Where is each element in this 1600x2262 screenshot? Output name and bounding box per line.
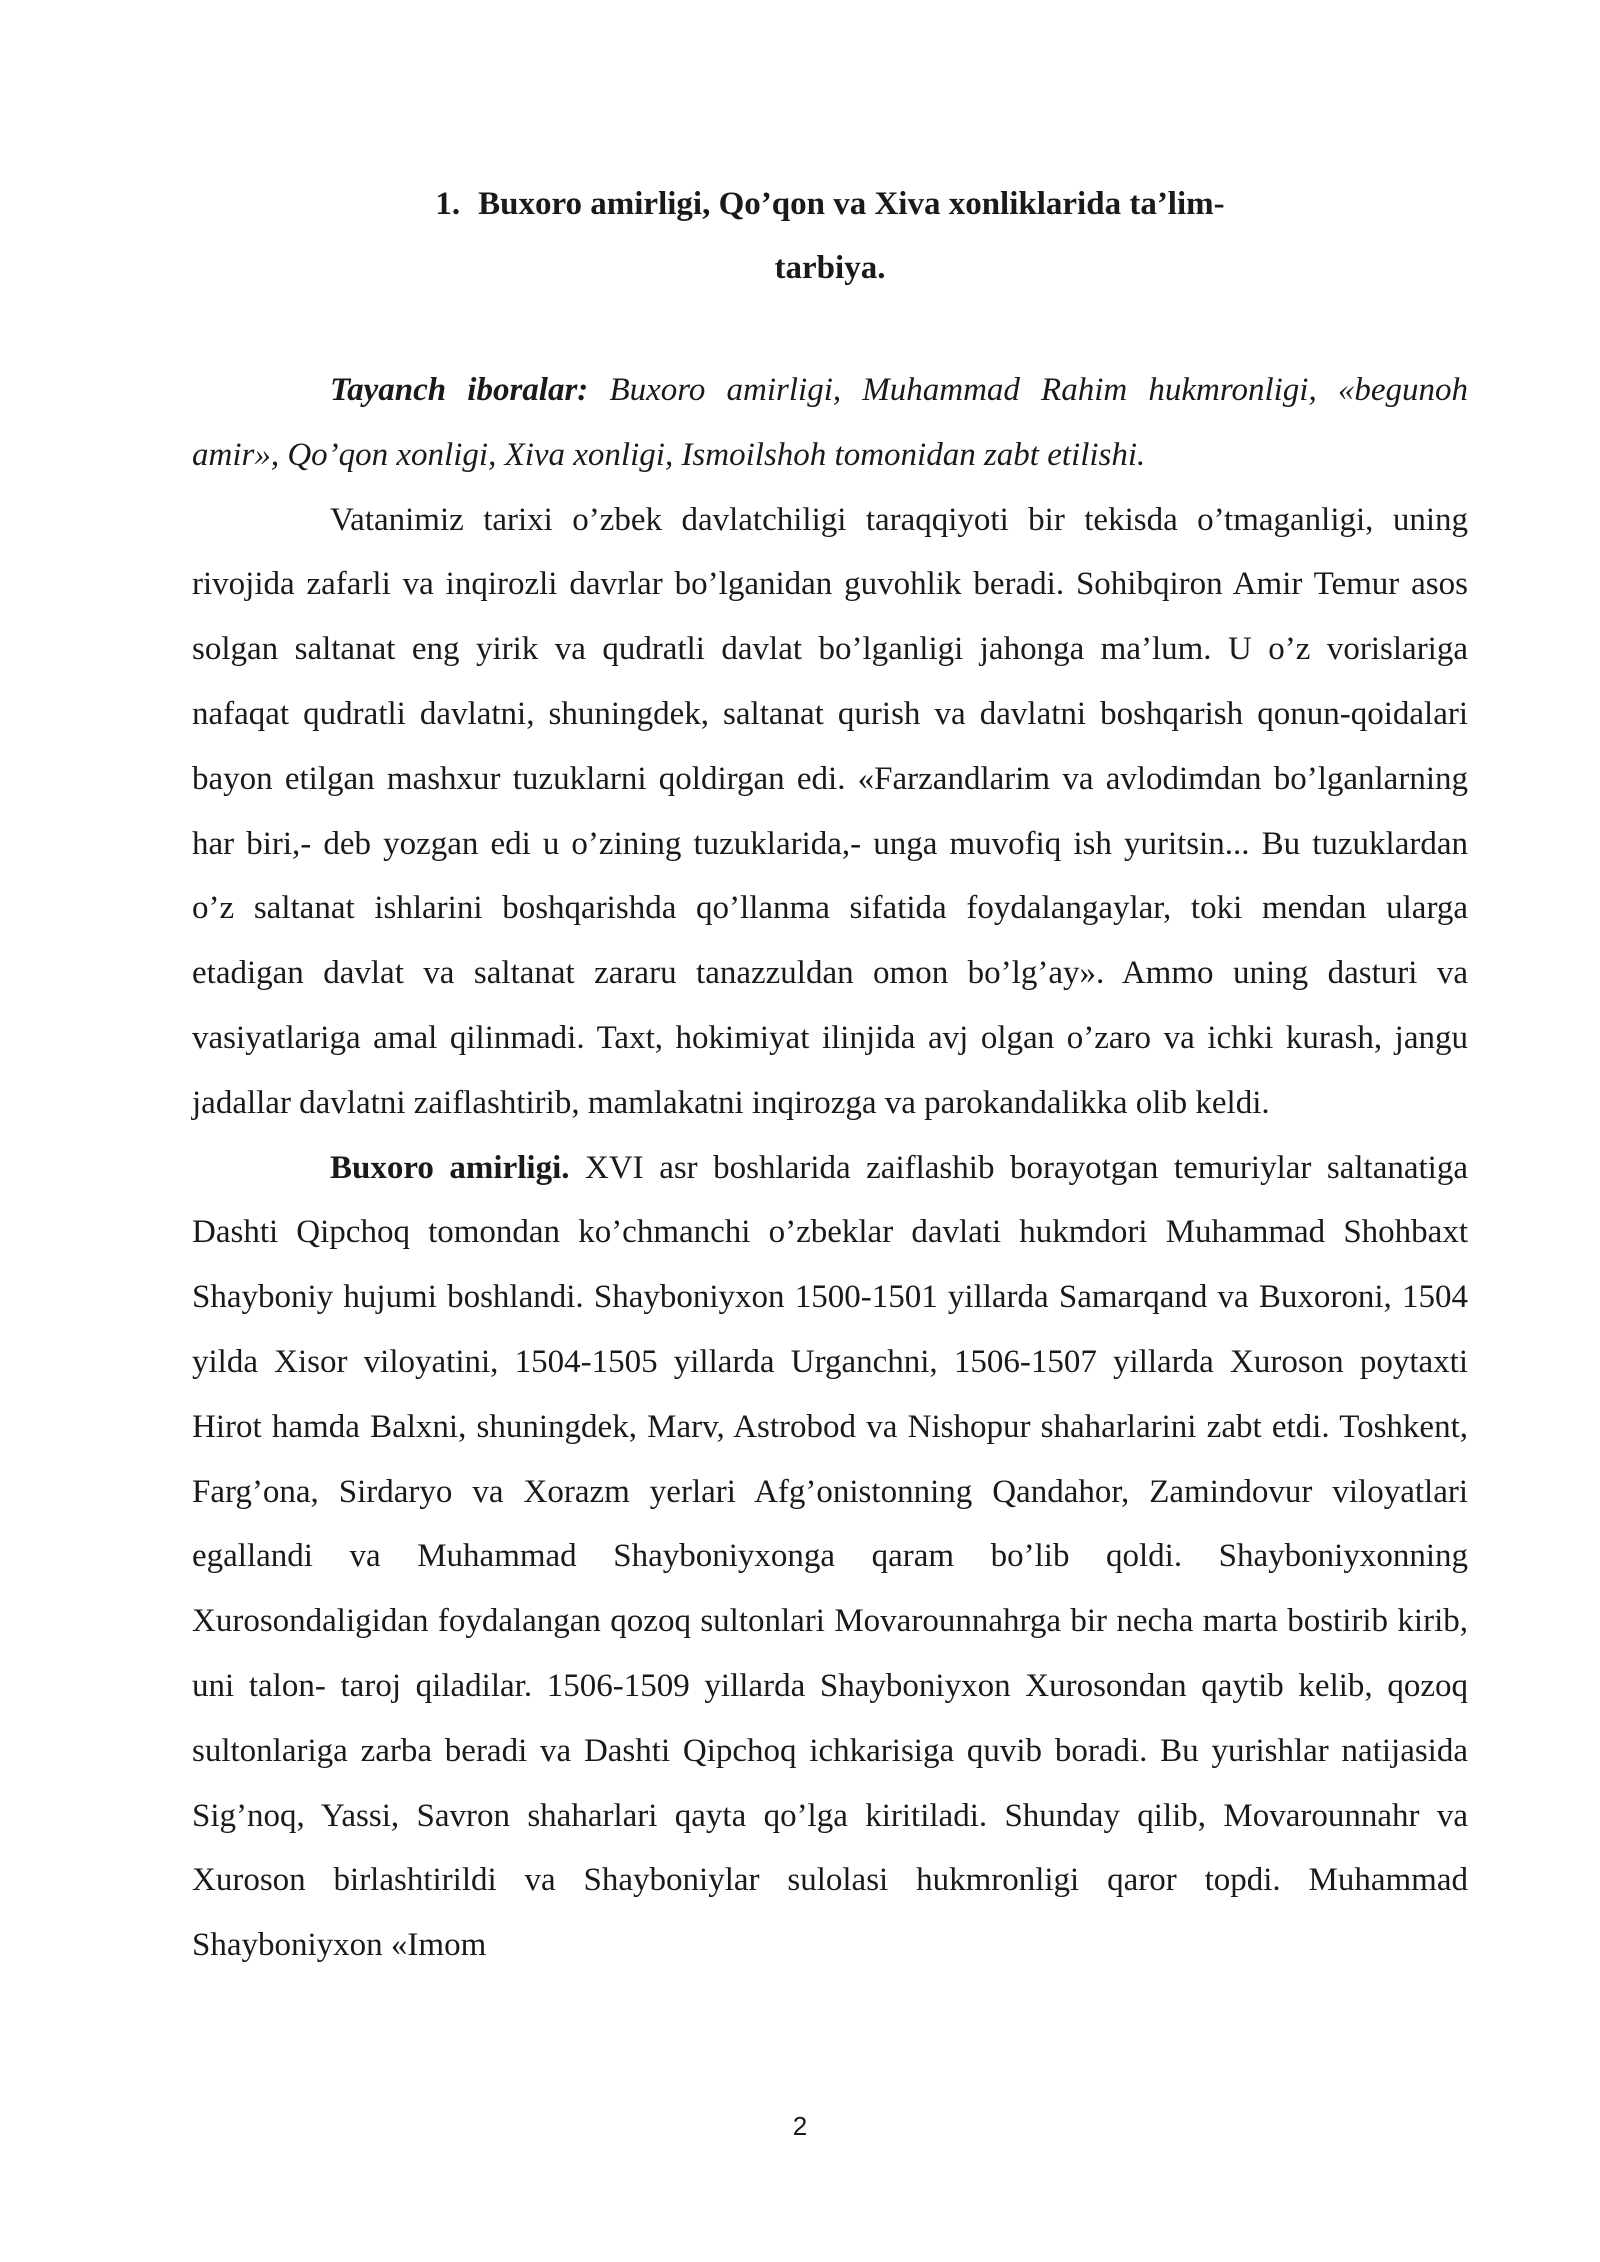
page-number: 2 <box>792 2111 808 2141</box>
body-paragraph-1: Vatanimiz tarixi o’zbek davlatchiligi taraqqiyoti bir tekisda o’tmaganligi, uning rivojida zafarli va inqirozli davrlar bo’lganidan guvohlik beradi. Sohibqiron Amir Temur asos solgan saltanat eng yirik va qudratli davlat bo’lganligi jahonga ma’lum. U o’z vorislariga nafaqat qudratli davlatni, shuningdek, saltanat qurish va davlatni boshqarish qonun-qoidalari bayon etilgan mashxur tuzuklarni qoldirgan edi. «Farzandlarim va avlodimdan bo’lganlarning har biri,- deb yozgan edi u o’zining tuzuklarida,- unga muvofiq ish yuritsin... Bu tuzuklardan o’z saltanat ishlarini boshqarishda qo’llanma sifatida foydalangaylar, toki mendan ularga etadigan davlat va saltanat zararu tanazzuldan omon bo’lg’ay». Ammo uning dasturi va vasiyatlariga amal qilinmadi. Taxt, hokimiyat ilinjida avj olgan o’zaro va ichki kurash, jangu jadallar davlatni zaiflashtirib, mamlakatni inqirozga va parokandalikka olib keldi. <box>192 501 1468 1121</box>
section-heading <box>192 172 1468 300</box>
section-number: 1. <box>435 186 461 222</box>
paragraph-lead-heading: Buxoro amirligi. <box>330 1149 570 1186</box>
section-heading-line-1 <box>192 172 1468 236</box>
document-page <box>192 150 1468 1978</box>
keywords-label: Tayanch iboralar: <box>330 372 589 408</box>
paragraph-2-text: XVI asr boshlarida zaiflashib borayotgan temuriylar saltanatiga Dashti Qipchoq tomondan ko’chmanchi o’zbeklar davlati hukmdori Muhammad Shohbaxt Shayboniy hujumi boshlandi. Shayboniyxon 1500-1501 yillarda Samarqand va Buxoroni, 1504 yilda Xisor viloyatini, 1504-1505 yillarda Urganchni, 1506-1507 yillarda Xuroson poytaxti Hirot hamda Balxni, shuningdek, Marv, Astrobod va Nishopur shaharlarini zabt etdi. Toshkent, Farg’ona, Sirdaryo va Xorazm yerlari Afg’onistonning Qandahor, Zamindovur viloyatlari egallandi va Muhammad Shayboniyxonga qaram bo’lib qoldi. Shayboniyxonning Xurosondaligidan foydalangan qozoq sultonlari Movarounnahrga bir necha marta bostirib kirib, uni talon- taroj qiladilar. 1506-1509 yillarda Shayboniyxon Xurosondan qaytib kelib, qozoq sultonlariga zarba beradi va Dashti Qipchoq ichkarisiga quvib boradi. Bu yurishlar natijasida Sig’noq, Yassi, Savron shaharlari qayta qo’lga kiritiladi. Shunday qilib, Movarounnahr va Xuroson birlashtirildi va Shayboniylar sulolasi hukmronligi qaror topdi. Muhammad Shayboniyxon «Imom <box>192 1149 1468 1964</box>
body-paragraph-2 <box>192 1136 1468 1978</box>
section-heading-line-2: tarbiya. <box>774 250 886 286</box>
keywords-paragraph <box>192 358 1468 488</box>
keywords-text: Buxoro amirligi, Muhammad Rahim hukmronligi, «begunoh amir», Qo’qon xonligi, Xiva xonligi, Ismoilshoh tomonidan zabt etilishi. <box>192 372 1469 473</box>
section-title-part-1: Buxoro amirligi, Qo’qon va Xiva xonliklarida ta’lim- <box>478 186 1225 222</box>
